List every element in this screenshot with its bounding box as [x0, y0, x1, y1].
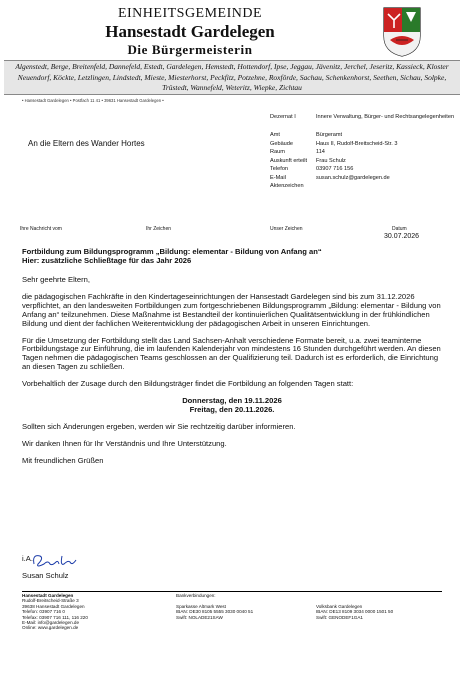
- closure-date-2: Freitag, den 20.11.2026.: [189, 404, 275, 414]
- footer-address: Hansestadt Gardelegen Rudolf-Breitscheid-Straße 3 39638 Hansestadt Gardelegen Telefon: 03907 716 0 Telefax: 03907 716 111, 116 220 E-Mail: info@gardelegen.de Online: www.gardelegen.de: [22, 593, 88, 631]
- ihr-zeichen-label: Ihr Zeichen: [146, 226, 172, 232]
- dezernat-value: Innere Verwaltung, Bürger- und Rechtsangelegenheiten: [316, 114, 455, 120]
- greeting: Sehr geehrte Eltern,: [22, 275, 90, 284]
- reference-row: [20, 226, 460, 240]
- contact-info-block: [270, 114, 462, 190]
- datum-label: Datum: [392, 226, 407, 232]
- footer-divider: [22, 591, 442, 592]
- ia-prefix: i.A.: [22, 554, 33, 563]
- handwritten-signature: [26, 550, 86, 572]
- auskunft-value: Frau Schulz: [316, 157, 346, 164]
- email-value[interactable]: susan.schulz@gardelegen.de: [316, 174, 390, 181]
- telefon-label: Telefon: [270, 166, 289, 172]
- subject-line-1: Fortbildung zum Bildungsprogramm „Bildung: elementar - Bildung von Anfang an“: [22, 247, 322, 256]
- ihre-nachricht-label: Ihre Nachricht vom: [20, 226, 62, 232]
- email-label: E-Mail: [270, 174, 286, 181]
- paragraph-2: Für die Umsetzung der Fortbildung stellt das Land Sachsen-Anhalt verschiedene Formate bereit, u.a. zwei teaminterne Fortbildungstage zur Einführung, die im laufenden Kalenderjahr von mindestens 16 Stunden durchgeführt werden. An diesen Tagen nehmen die pädagogischen Teams geschlossen an der Qualifizierung teil. Dadurch ist es erforderlich, die Einrichtung an diesen Tagen zu schließen.: [22, 335, 441, 372]
- footer-bank-2: Volksbank Gardelegen IBAN: DE13 8109 3034 0000 1501 50 Swift: GENODEF1GA1: [316, 603, 394, 620]
- gebaeude-value: Haus II, Rudolf-Breitscheid-Str. 3: [316, 140, 398, 147]
- header-municipality: EINHEITSGEMEINDE: [117, 6, 263, 21]
- paragraph-3: Vorbehaltlich der Zusage durch den Bildungsträger findet die Fortbildung an folgenden Tagen statt:: [22, 379, 354, 389]
- signatory-name: Susan Schulz: [22, 571, 69, 580]
- datum-value: 30.07.2026: [384, 233, 420, 240]
- paragraph-4: Sollten sich Änderungen ergeben, werden wir Sie rechtzeitig darüber informieren.: [22, 421, 296, 431]
- telefon-value: 03907 716 156: [316, 166, 354, 172]
- aktenzeichen-label: Aktenzeichen: [270, 183, 304, 189]
- closing: Mit freundlichen Grüßen: [22, 455, 104, 465]
- unser-zeichen-label: Unser Zeichen: [270, 226, 303, 232]
- header-office: Die Bürgermeisterin: [127, 42, 253, 57]
- paragraph-5: Wir danken Ihnen für Ihr Verständnis und Ihre Unterstützung.: [22, 438, 227, 448]
- recipient-address: An die Eltern des Wander Hortes: [28, 139, 145, 148]
- sender-address-line: • Hansestadt Gardelegen • Postfach 11 41 • 39631 Hansestadt Gardelegen •: [22, 98, 164, 103]
- amt-label: Amt: [270, 132, 280, 138]
- header-city-name: Hansestadt Gardelegen: [105, 22, 275, 41]
- paragraph-1: die pädagogischen Fachkräfte in den Kindertageseinrichtungen der Hansestadt Gardelegen sind bis zum 31.12.2026 verpflichtet, an den landesweiten Fortbildungen zum fortgeschriebenen Bildungsprogramm „Bildung: elementar - Bildung von Anfang an“ teilzunehmen. Diese Maßnahme ist Bestandteil der kontinuierlichen Qualitätsentwicklung in der frühkindlichen Bildung und dient der fachlichen Weiterentwicklung der pädagogischen Arbeit in unseren Einrichtungen.: [22, 291, 441, 328]
- gebaeude-label: Gebäude: [270, 140, 294, 147]
- letter-subject: [22, 247, 442, 265]
- subject-line-2: Hier: zusätzliche Schließtage für das Jahr 2026: [22, 256, 192, 265]
- raum-label: Raum: [270, 149, 285, 155]
- amt-value: Bürgeramt: [316, 132, 343, 138]
- raum-value: 114: [316, 149, 325, 155]
- letter-body: [22, 276, 442, 466]
- closure-date-1: Donnerstag, den 19.11.2026: [182, 396, 282, 406]
- member-towns-banner: Algenstedt, Berge, Breitenfeld, Dannefeld, Estedt, Gardelegen, Hemstedt, Hottendorf, Ipse, Jeggau, Jävenitz, Jerchel, Jeseritz, Kassieck, Kloster Neuendorf, Köckte, Letzlingen, Lindstedt, Mieste, Miesterhorst, Peckfitz, Potzehne, Roxförde, Sachau, Schenkenhorst, Seethen, Sichau, Solpke, Trüstedt, Wannefeld, Weteritz, Wiepke, Zichtau: [4, 60, 460, 95]
- coat-of-arms-icon: [382, 6, 422, 58]
- footer-bank-1: Bankverbindungen: Sparkasse Altmark West IBAN: DE30 8105 5555 3030 0040 51 Swift: NOLADE21SAW: [176, 593, 254, 620]
- dezernat-label: Dezernat I: [270, 114, 296, 120]
- auskunft-label: Auskunft erteilt: [270, 157, 307, 164]
